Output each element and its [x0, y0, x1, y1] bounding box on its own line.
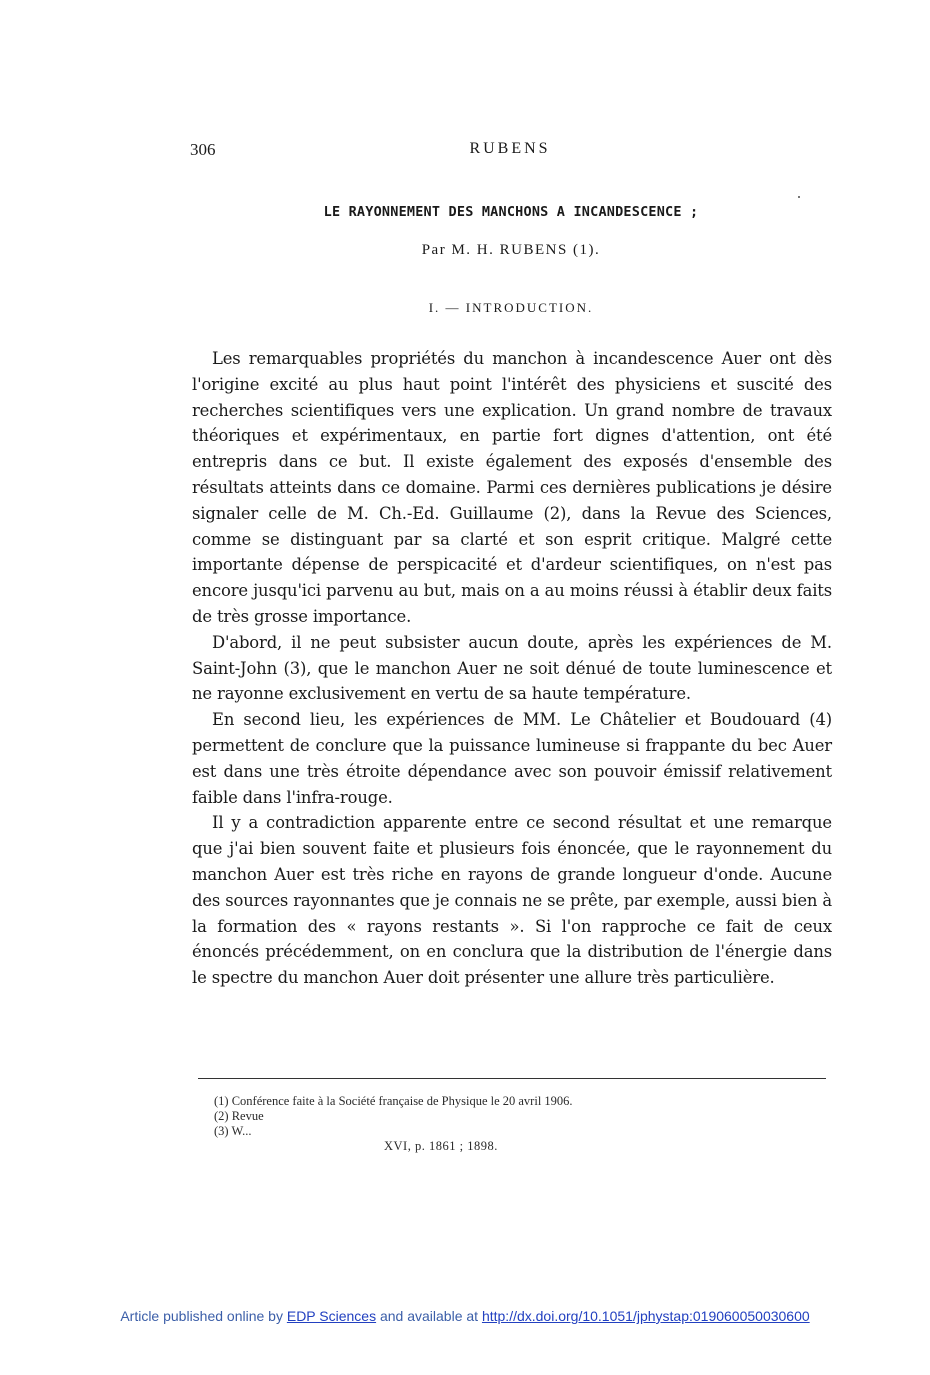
paragraph: Il y a contradiction apparente entre ce second résultat et une remarque que j'ai bien souvent faite et plusieurs fois énoncée, que le rayonnement du manchon Auer est très riche en rayons de grande longueur d'onde. Aucune des sources rayonnantes que je connais ne se prête, par exemple, aussi bien à la formation des « rayons restants ». Si l'on rapproche ce fait de ceux énoncés précédemment, on en conclura que la distribution de l'énergie dans le spectre du manchon Auer doit présenter une allure très particulière. — [192, 813, 832, 988]
footnote: (1) Conférence faite à la Société française de Physique le 20 avril 1906. — [214, 1094, 573, 1108]
publication-footer — [0, 1308, 930, 1324]
paragraph: Les remarquables propriétés du manchon à incandescence Auer ont dès l'origine excité au plus haut point l'intérêt des physiciens et suscité des recherches scientifiques vers une explication. Un grand nombre de travaux théoriques et expérimentaux, en partie fort dignes d'attention, ont été entrepris dans ce but. Il existe également des exposés d'ensemble des résultats atteints dans ce domaine. Parmi ces dernières publications je désire signaler celle de M. Ch.-Ed. Guillaume (2), dans la Revue des Sciences, comme se distinguant par sa clarté et son esprit critique. Malgré cette importante dépense de perspicacité et d'ardeur scientifiques, on n'est pas encore jusqu'ici parvenu au but, mais on a au moins réussi à établir deux faits de très grosse importance. — [192, 349, 832, 626]
footer-prefix: Article published online by — [120, 1308, 287, 1324]
paragraph: En second lieu, les expériences de MM. Le Châtelier et Boudouard (4) permettent de conclure que la puissance lumineuse si frappante du bec Auer est dans une très étroite dépendance avec son pouvoir émissif relativement faible dans l'infra-rouge. — [192, 710, 832, 807]
article-body — [192, 346, 832, 991]
edp-sciences-link[interactable]: EDP Sciences — [286, 1308, 377, 1324]
page-header — [190, 140, 832, 162]
doi-link[interactable]: http://dx.doi.org/10.1051/jphystap:019060050030600 — [481, 1308, 810, 1324]
footnote-divider — [198, 1078, 826, 1079]
footer-middle: and available at — [376, 1308, 482, 1324]
article-author: Par M. H. RUBENS (1). — [421, 242, 601, 258]
scan-speck — [798, 196, 800, 198]
running-head: RUBENS — [469, 140, 551, 157]
footnote: (2) Revue — [214, 1109, 264, 1123]
article-title: LE RAYONNEMENT DES MANCHONS A INCANDESCENCE ; — [323, 204, 699, 220]
paragraph: D'abord, il ne peut subsister aucun doute, après les expériences de M. Saint-John (3), que le manchon Auer ne soit dénué de toute luminescence et ne rayonne exclusivement en vertu de sa haute température. — [192, 632, 832, 704]
footnotes — [214, 1094, 814, 1154]
footnote: (3) W... — [214, 1124, 252, 1138]
section-heading: I. — INTRODUCTION. — [428, 300, 594, 315]
footnote-reference: XVI, p. 1861 ; 1898. — [384, 1139, 498, 1153]
page-number: 306 — [190, 140, 216, 159]
